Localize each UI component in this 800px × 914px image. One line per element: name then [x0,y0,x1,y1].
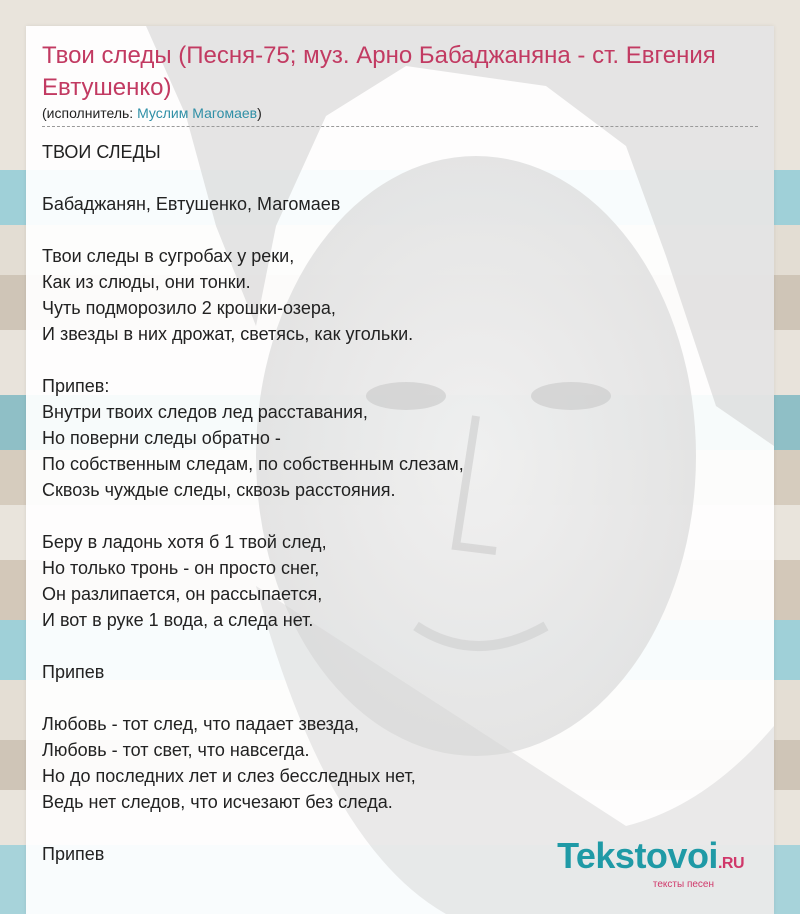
logo-tld: .RU [717,855,744,872]
lyric-blank-line [42,347,758,373]
logo-name: Tekstovoi [557,835,718,876]
lyric-line: Сквозь чуждые следы, сквозь расстояния. [42,480,396,500]
performer-suffix: ) [257,105,262,121]
lyric-line: Внутри твоих следов лед расставания, [42,402,368,422]
performer-prefix: (исполнитель: [42,105,138,121]
lyric-line: Бабаджанян, Евтушенко, Магомаев [42,194,341,214]
lyric-line: Чуть подморозило 2 крошки-озера, [42,298,336,318]
lyric-line: Но поверни следы обратно - [42,428,281,448]
performer-link[interactable]: Муслим Магомаев [137,105,258,121]
lyric-line: Припев: [42,376,110,396]
lyrics-card [26,26,774,914]
lyric-line: И звезды в них дрожат, светясь, как угольки. [42,324,414,344]
logo-tagline: тексты песен [652,879,714,890]
title-divider [42,126,758,127]
lyric-line: Любовь - тот след, что падает звезда, [42,714,360,734]
lyric-line: Беру в ладонь хотя б 1 твой след, [42,532,327,552]
lyric-line: Твои следы в сугробах у реки, [42,246,295,266]
lyric-line: Любовь - тот свет, что навсегда. [42,740,310,760]
lyric-blank-line [42,633,758,659]
lyric-line: По собственным следам, по собственным слезам, [42,454,464,474]
lyric-blank-line [42,503,758,529]
lyric-line: Как из слюды, они тонки. [42,272,251,292]
lyric-line: ТВОИ СЛЕДЫ [42,142,161,162]
lyric-line: Но только тронь - он просто снег, [42,558,320,578]
page-title: Твои следы (Песня-75; муз. Арно Бабаджаняна - ст. Евгения Евтушенко) [42,42,716,101]
content [42,40,758,867]
lyric-line: Он разлипается, он рассыпается, [42,584,323,604]
lyric-blank-line [42,217,758,243]
site-logo[interactable] [557,837,744,890]
lyric-line: Припев [42,662,105,682]
lyric-blank-line [42,165,758,191]
logo-wordmark [557,837,744,883]
lyric-line: Припев [42,844,105,864]
lyrics-text [42,139,758,867]
lyric-line: И вот в руке 1 вода, а следа нет. [42,610,314,630]
lyric-line: Ведь нет следов, что исчезают без следа. [42,792,393,812]
lyric-blank-line [42,685,758,711]
lyric-line: Но до последних лет и слез бесследных нет, [42,766,416,786]
performer-line [42,104,758,122]
